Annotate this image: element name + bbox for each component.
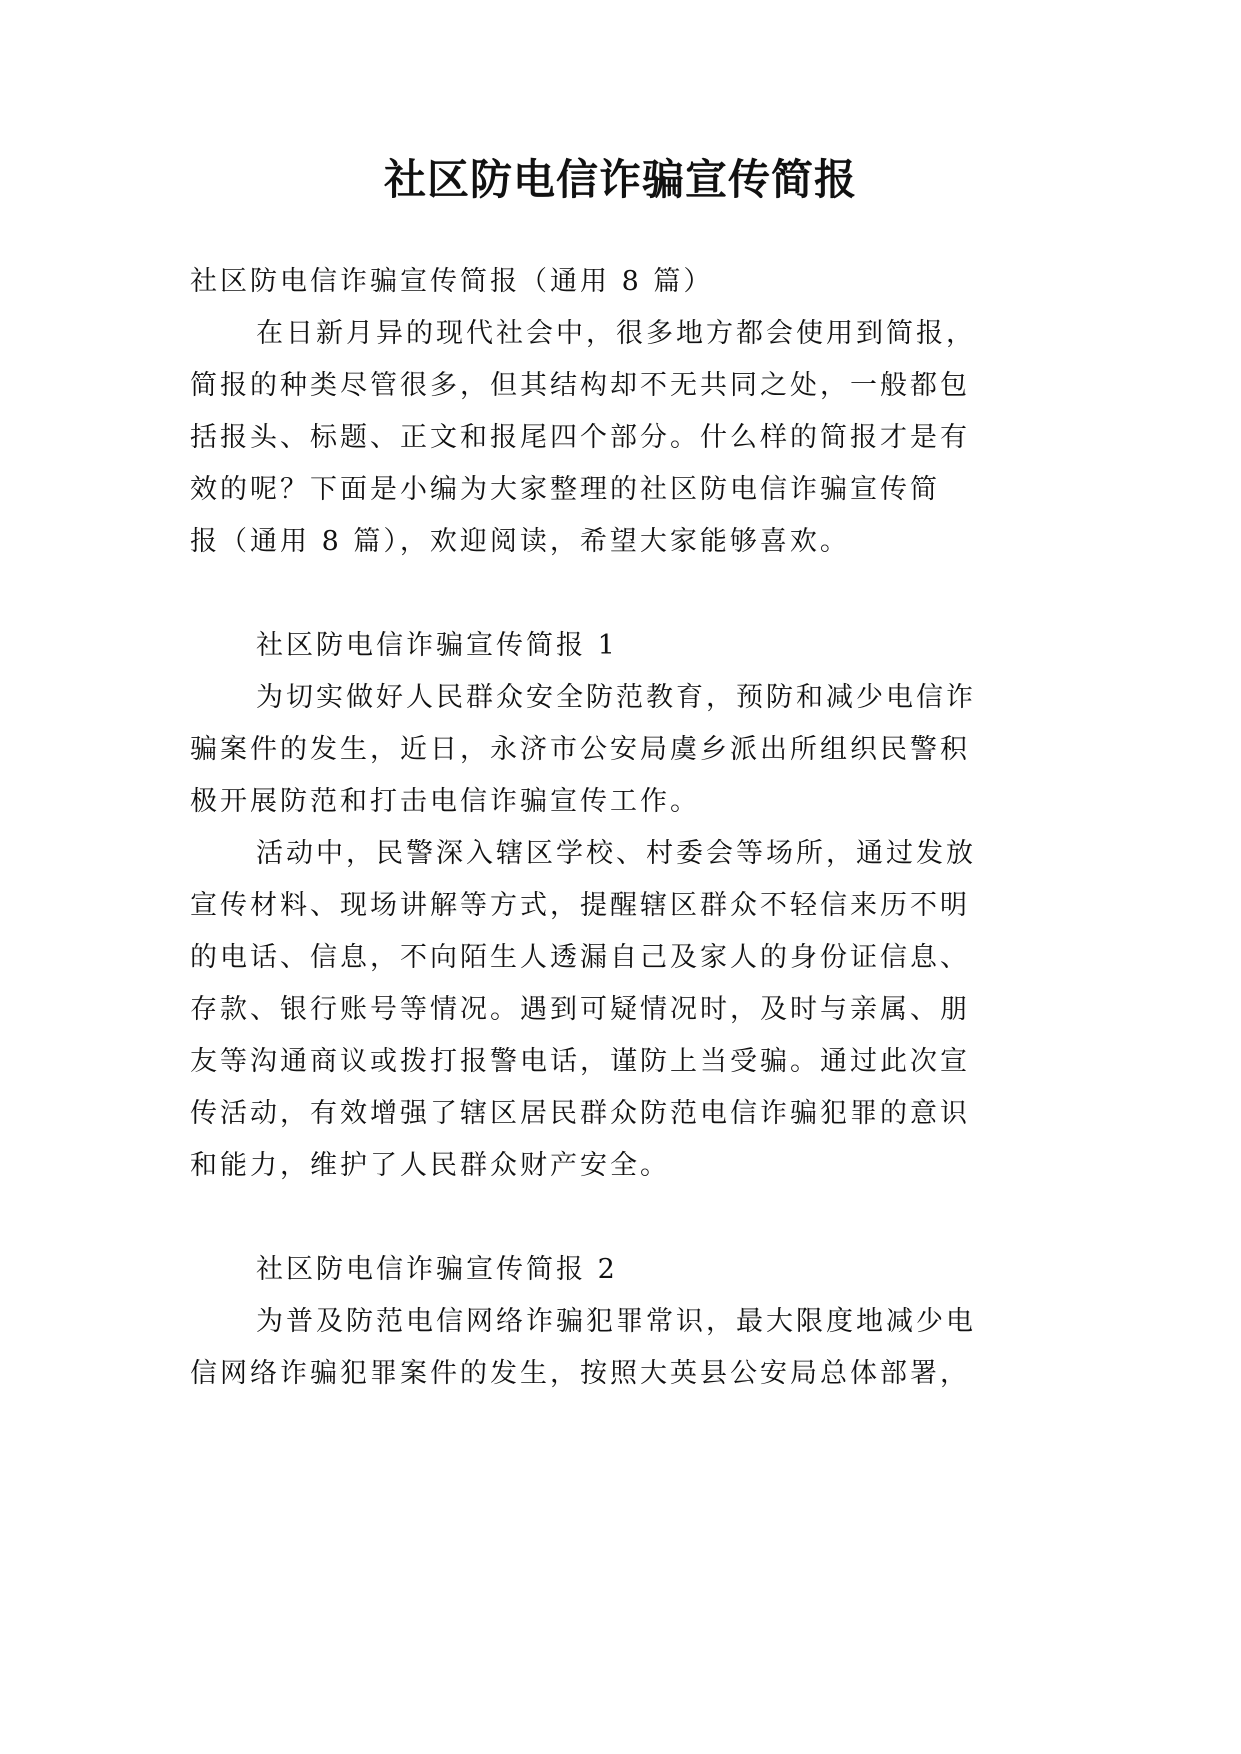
- document-body: [190, 0, 1070, 1754]
- document-subtitle: 社区防电信诈骗宣传简报（通用 8 篇）: [190, 266, 714, 297]
- section-1-line: 的电话、信息，不向陌生人透漏自己及家人的身份证信息、: [190, 942, 970, 973]
- section-2-heading: 社区防电信诈骗宣传简报 2: [256, 1254, 618, 1285]
- section-2-line: 为普及防范电信网络诈骗犯罪常识，最大限度地减少电: [256, 1306, 976, 1337]
- intro-line: 简报的种类尽管很多，但其结构却不无共同之处，一般都包: [190, 370, 970, 401]
- document-title: 社区防电信诈骗宣传简报: [383, 155, 857, 204]
- section-1-line: 友等沟通商议或拨打报警电话，谨防上当受骗。通过此次宣: [190, 1046, 970, 1077]
- section-1-line: 活动中，民警深入辖区学校、村委会等场所，通过发放: [256, 838, 976, 869]
- section-2-line: 信网络诈骗犯罪案件的发生，按照大英县公安局总体部署，: [190, 1358, 970, 1389]
- intro-line: 在日新月异的现代社会中，很多地方都会使用到简报，: [256, 318, 976, 349]
- section-1-line: 骗案件的发生，近日，永济市公安局虞乡派出所组织民警积: [190, 734, 970, 765]
- section-1-line: 极开展防范和打击电信诈骗宣传工作。: [190, 786, 700, 817]
- intro-line: 报（通用 8 篇），欢迎阅读，希望大家能够喜欢。: [190, 526, 850, 557]
- section-1-line: 为切实做好人民群众安全防范教育，预防和减少电信诈: [256, 682, 976, 713]
- section-1-heading: 社区防电信诈骗宣传简报 1: [256, 630, 618, 661]
- intro-line: 括报头、标题、正文和报尾四个部分。什么样的简报才是有: [190, 422, 970, 453]
- intro-line: 效的呢？下面是小编为大家整理的社区防电信诈骗宣传简: [190, 474, 940, 505]
- section-1-line: 传活动，有效增强了辖区居民群众防范电信诈骗犯罪的意识: [190, 1098, 970, 1129]
- section-1-line: 存款、银行账号等情况。遇到可疑情况时，及时与亲属、朋: [190, 994, 970, 1025]
- section-1-line: 宣传材料、现场讲解等方式，提醒辖区群众不轻信来历不明: [190, 890, 970, 921]
- section-1-line: 和能力，维护了人民群众财产安全。: [190, 1150, 670, 1181]
